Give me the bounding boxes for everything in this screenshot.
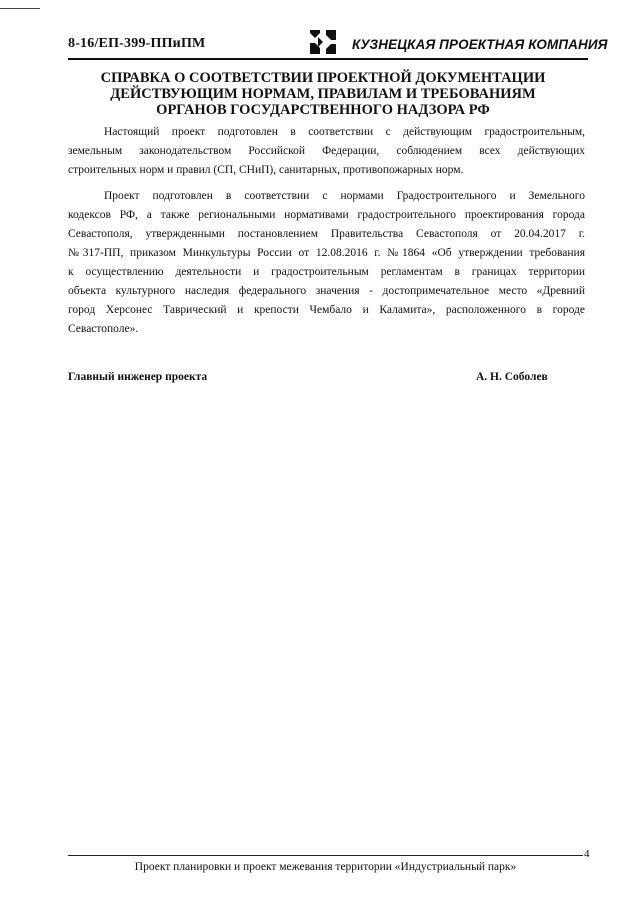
paragraph-line: город Херсонес Таврический и крепости Чембало и Каламита», расположенного в городе xyxy=(68,304,585,316)
document-title xyxy=(68,70,578,118)
paragraph-line: №317-ПП, приказом Минкультуры России от 12.08.2016 г. №1864 «Об утверждении требования xyxy=(68,247,585,259)
company-logo-icon xyxy=(310,30,336,54)
header-divider xyxy=(68,58,588,60)
company-name: КУЗНЕЦКАЯ ПРОЕКТНАЯ КОМПАНИЯ xyxy=(352,37,608,52)
corner-scan-mark xyxy=(0,8,40,9)
signatory-name: А. Н. Соболев xyxy=(476,371,548,383)
page-number: 4 xyxy=(584,848,590,860)
paragraph-line: объекта культурного наследия федерального значения - достопримечательное место «Древний xyxy=(68,285,585,297)
paragraph-line: Севастополя, утвержденными постановлением Правительства Севастополя от 20.04.2017 г. xyxy=(68,228,585,240)
title-line: СПРАВКА О СООТВЕТСТВИИ ПРОЕКТНОЙ ДОКУМЕНТАЦИИ xyxy=(100,70,546,86)
paragraph-line: строительных норм и правил (СП, СНиП), санитарных, противопожарных норм. xyxy=(68,164,464,176)
paragraph-compliance xyxy=(68,123,585,180)
paragraph-line: земельным законодательством Российской Федерации, соблюдением всех действующих xyxy=(68,145,585,157)
footer-divider xyxy=(68,855,583,856)
paragraph-line: Настоящий проект подготовлен в соответствии с действующим градостроительным, xyxy=(104,126,585,138)
title-line: ОРГАНОВ ГОСУДАРСТВЕННОГО НАДЗОРА РФ xyxy=(156,102,490,118)
signatory-role: Главный инженер проекта xyxy=(68,371,208,383)
paragraph-line: к осуществлению деятельности и градостроительным регламентам в границах территории xyxy=(68,266,585,278)
footer-project-title: Проект планировки и проект межевания территории «Индустриальный парк» xyxy=(134,861,517,873)
paragraph-line: кодексов РФ, а также региональными нормативами градостроительного проектирования города xyxy=(68,209,585,221)
title-line: ДЕЙСТВУЮЩИМ НОРМАМ, ПРАВИЛАМ И ТРЕБОВАНИЯМ xyxy=(110,86,536,102)
paragraph-regulations xyxy=(68,187,585,339)
document-code: 8-16/ЕП-399-ППиПМ xyxy=(68,36,206,51)
paragraph-line: Проект подготовлен в соответствии с нормами Градостроительного и Земельного xyxy=(104,190,585,202)
paragraph-line: Севастополе». xyxy=(68,323,139,335)
document-header xyxy=(68,30,608,60)
